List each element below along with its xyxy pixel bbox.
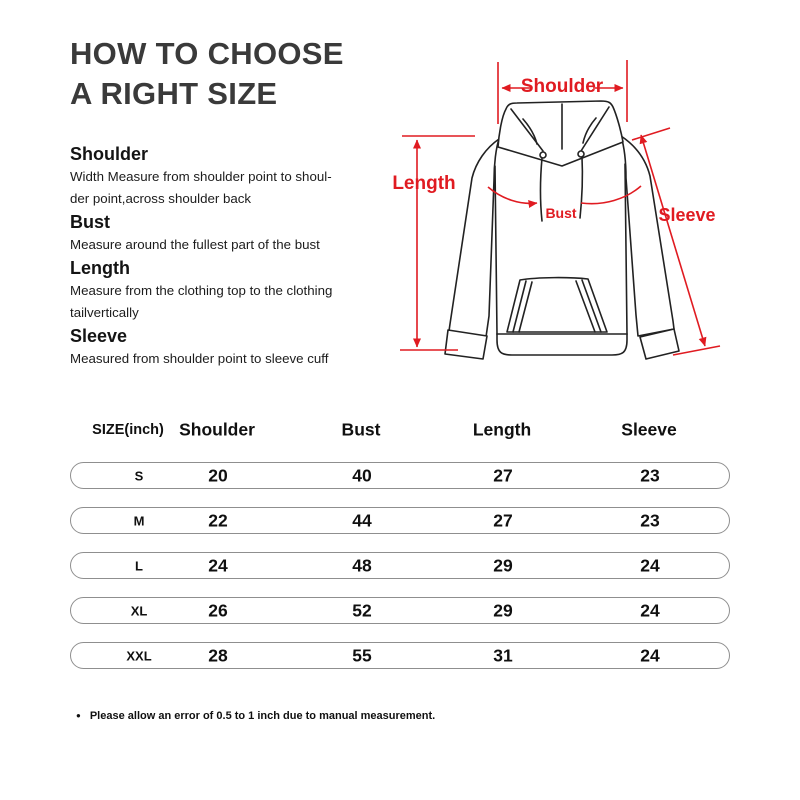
hoodie-outline-drawing — [445, 101, 679, 359]
drawstring — [580, 157, 582, 218]
bust-cell: 44 — [352, 510, 372, 530]
length-cell: 31 — [493, 645, 513, 665]
measurement-disclaimer — [76, 710, 435, 722]
hoodie-hood — [498, 101, 623, 166]
sleeve-cell: 23 — [640, 510, 660, 530]
instruction-heading-bust: Bust — [70, 212, 110, 232]
drawstring-eyelet — [540, 152, 546, 158]
bust-measure-label: Bust — [545, 205, 577, 221]
sleeve-cell: 23 — [640, 465, 660, 485]
shoulder-cell: 20 — [208, 465, 228, 485]
page-title-line-1: HOW TO CHOOSE — [70, 36, 344, 71]
hoodie-left-sleeve — [449, 139, 499, 337]
hoodie-hem — [497, 334, 627, 355]
size-cell: L — [135, 558, 143, 573]
size-cell: XXL — [126, 648, 152, 663]
sleeve-extent-line — [632, 128, 670, 140]
instruction-heading-shoulder: Shoulder — [70, 144, 149, 164]
instruction-heading-length: Length — [70, 258, 130, 278]
measure-instructions — [70, 142, 402, 370]
sleeve-cell: 24 — [640, 555, 660, 575]
page-title-line-2: A RIGHT SIZE — [70, 76, 278, 111]
drawstring-eyelet — [578, 151, 584, 157]
shoulder-cell: 24 — [208, 555, 228, 575]
page-title — [70, 34, 344, 114]
size-cell: S — [134, 468, 144, 483]
bust-cell: 55 — [352, 645, 372, 665]
sleeve-extent-line — [673, 346, 720, 355]
col-header-sleeve: Sleeve — [621, 419, 677, 440]
sleeve-cell: 24 — [640, 600, 660, 620]
disclaimer-text: Please allow an error of 0.5 to 1 inch due to manual measurement. — [89, 710, 436, 722]
col-header-bust: Bust — [341, 419, 381, 440]
shoulder-cell: 22 — [208, 510, 228, 530]
instruction-text: Measured from shoulder point to sleeve cuff — [70, 351, 329, 366]
length-cell: 27 — [493, 510, 513, 530]
sleeve-measure-label: Sleeve — [658, 205, 716, 225]
table-row-s — [70, 462, 730, 489]
hoodie-right-sleeve — [621, 136, 674, 336]
size-cell: XL — [130, 603, 148, 618]
col-header-shoulder: Shoulder — [179, 419, 255, 440]
instruction-text: Measure around the fullest part of the bust — [70, 237, 320, 252]
instruction-text: tailvertically — [70, 305, 139, 320]
table-row-m — [70, 507, 730, 534]
hoodie-body — [495, 166, 497, 334]
hoodie-left-cuff — [445, 330, 487, 359]
hoodie-size-diagram — [390, 18, 740, 388]
length-cell: 29 — [493, 600, 513, 620]
size-table — [70, 408, 730, 669]
bust-cell: 52 — [352, 600, 372, 620]
instruction-text: Width Measure from shoulder point to shoul- — [70, 169, 332, 184]
col-header-length: Length — [472, 419, 532, 440]
shoulder-cell: 26 — [208, 600, 228, 620]
bust-cell: 48 — [352, 555, 372, 575]
length-measure-label: Length — [392, 173, 456, 194]
bullet-dot-icon: ● — [76, 711, 81, 720]
sleeve-cell: 24 — [640, 645, 660, 665]
instruction-text: der point,across shoulder back — [70, 191, 252, 206]
length-cell: 29 — [493, 555, 513, 575]
table-row-l — [70, 552, 730, 579]
table-row-xl — [70, 597, 730, 624]
bust-cell: 40 — [352, 465, 372, 485]
shoulder-measure-label: Shoulder — [520, 76, 604, 97]
table-row-xxl — [70, 642, 730, 669]
instruction-heading-sleeve: Sleeve — [70, 326, 128, 346]
size-table-header — [70, 408, 730, 448]
size-cell: M — [133, 513, 145, 528]
shoulder-cell: 28 — [208, 645, 228, 665]
length-cell: 27 — [493, 465, 513, 485]
drawstring — [541, 158, 543, 221]
instruction-text: Measure from the clothing top to the clothing — [70, 283, 333, 298]
col-header-size: SIZE(inch) — [92, 422, 164, 438]
